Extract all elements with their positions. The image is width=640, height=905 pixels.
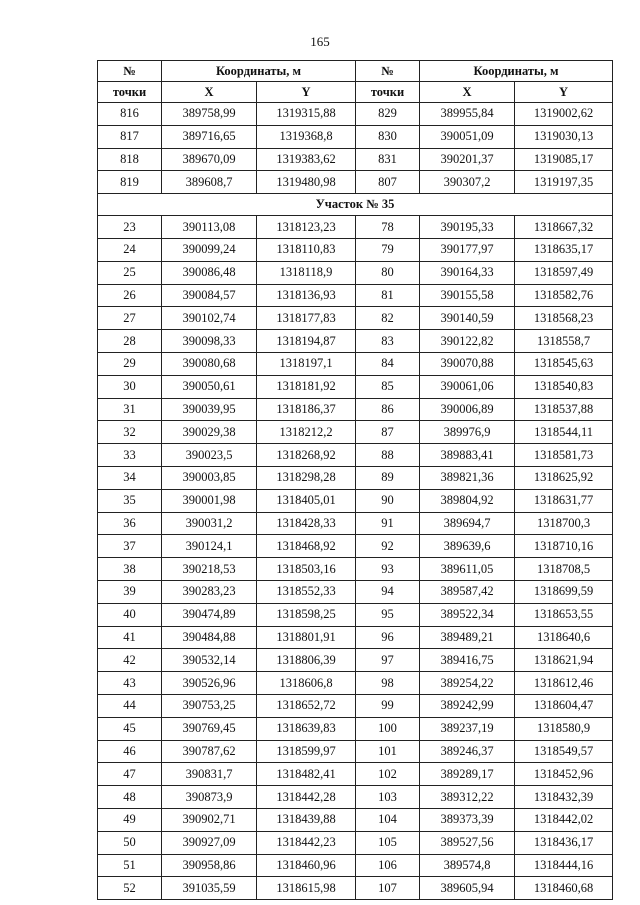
table-row	[98, 330, 613, 353]
x-right-cell: 389574,8	[420, 854, 515, 877]
point-number-left-cell: 42	[98, 649, 162, 672]
y-right-cell: 1318568,23	[515, 307, 613, 330]
x-right-cell: 390177,97	[420, 238, 515, 261]
x-right-cell: 390307,2	[420, 171, 515, 194]
point-number-right-cell: 85	[356, 375, 420, 398]
x-right-cell: 389611,05	[420, 558, 515, 581]
y-right-cell: 1318544,11	[515, 421, 613, 444]
point-number-left-cell: 47	[98, 763, 162, 786]
x-header-right: X	[420, 82, 515, 103]
point-number-right-cell: 78	[356, 216, 420, 239]
point-label-right: точки	[356, 82, 420, 103]
y-right-cell: 1318460,68	[515, 877, 613, 900]
y-left-cell: 1318801,91	[257, 626, 356, 649]
x-right-cell: 390051,09	[420, 125, 515, 148]
table-row	[98, 284, 613, 307]
y-left-cell: 1319480,98	[257, 171, 356, 194]
x-left-cell: 389716,65	[162, 125, 257, 148]
y-right-cell: 1319030,13	[515, 125, 613, 148]
y-right-cell: 1318699,59	[515, 580, 613, 603]
x-left-cell: 390031,2	[162, 512, 257, 535]
table-row	[98, 672, 613, 695]
table-row	[98, 398, 613, 421]
x-right-cell: 389522,34	[420, 603, 515, 626]
y-left-cell: 1318606,8	[257, 672, 356, 695]
table-row	[98, 580, 613, 603]
x-right-cell: 389804,92	[420, 489, 515, 512]
x-left-cell: 390532,14	[162, 649, 257, 672]
table-row	[98, 763, 613, 786]
x-left-cell: 390113,08	[162, 216, 257, 239]
x-left-cell: 390873,9	[162, 786, 257, 809]
y-left-cell: 1318136,93	[257, 284, 356, 307]
y-right-cell: 1318667,32	[515, 216, 613, 239]
table-row	[98, 103, 613, 126]
point-number-right-cell: 93	[356, 558, 420, 581]
point-number-right-cell: 98	[356, 672, 420, 695]
point-number-left-cell: 52	[98, 877, 162, 900]
point-number-left-cell: 40	[98, 603, 162, 626]
x-right-cell: 390070,88	[420, 352, 515, 375]
point-number-left-cell: 817	[98, 125, 162, 148]
x-right-cell: 389242,99	[420, 694, 515, 717]
point-number-right-cell: 105	[356, 831, 420, 854]
point-number-right-cell: 831	[356, 148, 420, 171]
y-left-cell: 1318482,41	[257, 763, 356, 786]
table-row	[98, 877, 613, 900]
x-left-cell: 390927,09	[162, 831, 257, 854]
y-left-cell: 1318177,83	[257, 307, 356, 330]
y-left-cell: 1318552,33	[257, 580, 356, 603]
point-number-right-cell: 91	[356, 512, 420, 535]
point-number-left-cell: 27	[98, 307, 162, 330]
coordinates-header-right: Координаты, м	[420, 61, 613, 82]
y-right-cell: 1318604,47	[515, 694, 613, 717]
table-row	[98, 603, 613, 626]
x-left-cell: 389608,7	[162, 171, 257, 194]
point-number-left-cell: 32	[98, 421, 162, 444]
point-number-right-cell: 90	[356, 489, 420, 512]
coordinates-header-left: Координаты, м	[162, 61, 356, 82]
point-number-left-cell: 24	[98, 238, 162, 261]
y-left-cell: 1318442,28	[257, 786, 356, 809]
y-left-cell: 1318212,2	[257, 421, 356, 444]
x-left-cell: 390218,53	[162, 558, 257, 581]
point-number-right-cell: 106	[356, 854, 420, 877]
x-left-cell: 390001,98	[162, 489, 257, 512]
table-row	[98, 808, 613, 831]
table-row	[98, 854, 613, 877]
point-number-right-cell: 89	[356, 466, 420, 489]
point-number-left-cell: 818	[98, 148, 162, 171]
x-left-cell: 390283,23	[162, 580, 257, 603]
y-right-cell: 1318708,5	[515, 558, 613, 581]
x-right-cell: 389976,9	[420, 421, 515, 444]
y-right-cell: 1318710,16	[515, 535, 613, 558]
x-header-left: X	[162, 82, 257, 103]
point-number-left-cell: 25	[98, 261, 162, 284]
y-right-cell: 1319085,17	[515, 148, 613, 171]
y-left-cell: 1318110,83	[257, 238, 356, 261]
x-right-cell: 390061,06	[420, 375, 515, 398]
y-right-cell: 1319002,62	[515, 103, 613, 126]
point-number-header-left: №	[98, 61, 162, 82]
y-left-cell: 1319368,8	[257, 125, 356, 148]
point-number-left-cell: 816	[98, 103, 162, 126]
table-row	[98, 717, 613, 740]
y-left-cell: 1318181,92	[257, 375, 356, 398]
x-left-cell: 390029,38	[162, 421, 257, 444]
top-rows	[98, 103, 613, 194]
point-number-left-cell: 43	[98, 672, 162, 695]
x-left-cell: 390902,71	[162, 808, 257, 831]
y-right-cell: 1318432,39	[515, 786, 613, 809]
x-right-cell: 389527,56	[420, 831, 515, 854]
x-left-cell: 390080,68	[162, 352, 257, 375]
x-left-cell: 390102,74	[162, 307, 257, 330]
y-left-cell: 1319315,88	[257, 103, 356, 126]
header-row-bottom	[98, 82, 613, 103]
table-row	[98, 535, 613, 558]
x-left-cell: 390753,25	[162, 694, 257, 717]
x-right-cell: 389237,19	[420, 717, 515, 740]
x-left-cell: 390474,89	[162, 603, 257, 626]
y-right-cell: 1318581,73	[515, 444, 613, 467]
section-row	[98, 194, 613, 216]
section-title: Участок № 35	[98, 194, 613, 216]
table-row	[98, 786, 613, 809]
y-right-cell: 1318640,6	[515, 626, 613, 649]
table-row	[98, 740, 613, 763]
point-number-right-cell: 79	[356, 238, 420, 261]
y-right-cell: 1318549,57	[515, 740, 613, 763]
x-right-cell: 389821,36	[420, 466, 515, 489]
point-number-left-cell: 23	[98, 216, 162, 239]
y-left-cell: 1318194,87	[257, 330, 356, 353]
point-number-left-cell: 819	[98, 171, 162, 194]
point-number-left-cell: 51	[98, 854, 162, 877]
y-right-cell: 1318540,83	[515, 375, 613, 398]
point-number-right-cell: 829	[356, 103, 420, 126]
x-left-cell: 390958,86	[162, 854, 257, 877]
point-number-right-cell: 99	[356, 694, 420, 717]
point-number-right-cell: 87	[356, 421, 420, 444]
point-number-right-cell: 104	[356, 808, 420, 831]
point-label-left: точки	[98, 82, 162, 103]
y-left-cell: 1318298,28	[257, 466, 356, 489]
point-number-right-cell: 86	[356, 398, 420, 421]
point-number-right-cell: 81	[356, 284, 420, 307]
y-header-right: Y	[515, 82, 613, 103]
x-right-cell: 389605,94	[420, 877, 515, 900]
point-number-right-cell: 88	[356, 444, 420, 467]
table-row	[98, 421, 613, 444]
table-row	[98, 171, 613, 194]
section-header	[98, 194, 613, 216]
x-left-cell: 390787,62	[162, 740, 257, 763]
point-number-right-cell: 82	[356, 307, 420, 330]
table-row	[98, 694, 613, 717]
point-number-right-cell: 94	[356, 580, 420, 603]
y-left-cell: 1318405,01	[257, 489, 356, 512]
x-left-cell: 390084,57	[162, 284, 257, 307]
y-right-cell: 1318631,77	[515, 489, 613, 512]
x-right-cell: 389639,6	[420, 535, 515, 558]
y-left-cell: 1318503,16	[257, 558, 356, 581]
y-left-cell: 1318460,96	[257, 854, 356, 877]
point-number-left-cell: 50	[98, 831, 162, 854]
table-row	[98, 375, 613, 398]
x-right-cell: 389489,21	[420, 626, 515, 649]
table-row	[98, 831, 613, 854]
y-left-cell: 1318186,37	[257, 398, 356, 421]
x-right-cell: 389373,39	[420, 808, 515, 831]
y-right-cell: 1319197,35	[515, 171, 613, 194]
y-left-cell: 1318118,9	[257, 261, 356, 284]
y-left-cell: 1318615,98	[257, 877, 356, 900]
coordinates-table	[97, 60, 613, 900]
point-number-right-cell: 107	[356, 877, 420, 900]
table-row	[98, 626, 613, 649]
x-right-cell: 389312,22	[420, 786, 515, 809]
y-left-cell: 1318428,33	[257, 512, 356, 535]
x-left-cell: 389758,99	[162, 103, 257, 126]
y-right-cell: 1318635,17	[515, 238, 613, 261]
table-row	[98, 238, 613, 261]
x-left-cell: 390831,7	[162, 763, 257, 786]
y-left-cell: 1318439,88	[257, 808, 356, 831]
point-number-left-cell: 31	[98, 398, 162, 421]
y-right-cell: 1318625,92	[515, 466, 613, 489]
table-row	[98, 649, 613, 672]
y-right-cell: 1318580,9	[515, 717, 613, 740]
y-right-cell: 1318700,3	[515, 512, 613, 535]
point-number-right-cell: 97	[356, 649, 420, 672]
point-number-left-cell: 46	[98, 740, 162, 763]
x-left-cell: 390484,88	[162, 626, 257, 649]
point-number-right-cell: 95	[356, 603, 420, 626]
point-number-right-cell: 101	[356, 740, 420, 763]
y-right-cell: 1318442,02	[515, 808, 613, 831]
x-left-cell: 390003,85	[162, 466, 257, 489]
table-row	[98, 489, 613, 512]
y-right-cell: 1318452,96	[515, 763, 613, 786]
x-left-cell: 390098,33	[162, 330, 257, 353]
table-row	[98, 261, 613, 284]
section-rows	[98, 216, 613, 900]
x-left-cell: 390526,96	[162, 672, 257, 695]
x-right-cell: 390155,58	[420, 284, 515, 307]
table-row	[98, 352, 613, 375]
point-number-right-cell: 100	[356, 717, 420, 740]
table-row	[98, 148, 613, 171]
point-number-left-cell: 37	[98, 535, 162, 558]
y-header-left: Y	[257, 82, 356, 103]
point-number-left-cell: 49	[98, 808, 162, 831]
x-left-cell: 390099,24	[162, 238, 257, 261]
x-right-cell: 390201,37	[420, 148, 515, 171]
point-number-left-cell: 44	[98, 694, 162, 717]
y-right-cell: 1318537,88	[515, 398, 613, 421]
point-number-left-cell: 34	[98, 466, 162, 489]
y-right-cell: 1318436,17	[515, 831, 613, 854]
point-number-right-cell: 92	[356, 535, 420, 558]
y-right-cell: 1318545,63	[515, 352, 613, 375]
x-right-cell: 389254,22	[420, 672, 515, 695]
point-number-left-cell: 35	[98, 489, 162, 512]
point-number-left-cell: 38	[98, 558, 162, 581]
point-number-left-cell: 30	[98, 375, 162, 398]
table-row	[98, 307, 613, 330]
x-left-cell: 390124,1	[162, 535, 257, 558]
table-row	[98, 444, 613, 467]
table-row	[98, 558, 613, 581]
point-number-right-cell: 80	[356, 261, 420, 284]
x-left-cell: 390039,95	[162, 398, 257, 421]
y-right-cell: 1318444,16	[515, 854, 613, 877]
x-right-cell: 390122,82	[420, 330, 515, 353]
y-left-cell: 1318599,97	[257, 740, 356, 763]
header-row-top	[98, 61, 613, 82]
point-number-left-cell: 41	[98, 626, 162, 649]
x-right-cell: 389289,17	[420, 763, 515, 786]
x-right-cell: 389694,7	[420, 512, 515, 535]
y-left-cell: 1318598,25	[257, 603, 356, 626]
y-right-cell: 1318582,76	[515, 284, 613, 307]
y-right-cell: 1318621,94	[515, 649, 613, 672]
point-number-right-cell: 96	[356, 626, 420, 649]
y-right-cell: 1318653,55	[515, 603, 613, 626]
point-number-right-cell: 807	[356, 171, 420, 194]
y-left-cell: 1318639,83	[257, 717, 356, 740]
y-right-cell: 1318597,49	[515, 261, 613, 284]
y-right-cell: 1318612,46	[515, 672, 613, 695]
y-left-cell: 1318652,72	[257, 694, 356, 717]
x-left-cell: 390769,45	[162, 717, 257, 740]
point-number-left-cell: 28	[98, 330, 162, 353]
x-left-cell: 390050,61	[162, 375, 257, 398]
point-number-left-cell: 48	[98, 786, 162, 809]
y-left-cell: 1318268,92	[257, 444, 356, 467]
point-number-left-cell: 33	[98, 444, 162, 467]
x-right-cell: 390195,33	[420, 216, 515, 239]
x-right-cell: 389883,41	[420, 444, 515, 467]
point-number-right-cell: 102	[356, 763, 420, 786]
table-row	[98, 125, 613, 148]
x-left-cell: 390023,5	[162, 444, 257, 467]
x-right-cell: 389955,84	[420, 103, 515, 126]
point-number-left-cell: 29	[98, 352, 162, 375]
x-right-cell: 389587,42	[420, 580, 515, 603]
x-right-cell: 390140,59	[420, 307, 515, 330]
x-right-cell: 389246,37	[420, 740, 515, 763]
table-row	[98, 216, 613, 239]
point-number-header-right: №	[356, 61, 420, 82]
point-number-left-cell: 45	[98, 717, 162, 740]
x-left-cell: 391035,59	[162, 877, 257, 900]
point-number-left-cell: 26	[98, 284, 162, 307]
y-left-cell: 1318442,23	[257, 831, 356, 854]
y-left-cell: 1318468,92	[257, 535, 356, 558]
page-number: 165	[310, 34, 330, 49]
x-left-cell: 390086,48	[162, 261, 257, 284]
y-right-cell: 1318558,7	[515, 330, 613, 353]
table-row	[98, 466, 613, 489]
point-number-left-cell: 39	[98, 580, 162, 603]
point-number-right-cell: 84	[356, 352, 420, 375]
x-right-cell: 390164,33	[420, 261, 515, 284]
x-left-cell: 389670,09	[162, 148, 257, 171]
point-number-right-cell: 830	[356, 125, 420, 148]
x-right-cell: 389416,75	[420, 649, 515, 672]
point-number-right-cell: 103	[356, 786, 420, 809]
y-left-cell: 1318806,39	[257, 649, 356, 672]
table-row	[98, 512, 613, 535]
y-left-cell: 1318123,23	[257, 216, 356, 239]
x-right-cell: 390006,89	[420, 398, 515, 421]
point-number-right-cell: 83	[356, 330, 420, 353]
y-left-cell: 1319383,62	[257, 148, 356, 171]
y-left-cell: 1318197,1	[257, 352, 356, 375]
point-number-left-cell: 36	[98, 512, 162, 535]
